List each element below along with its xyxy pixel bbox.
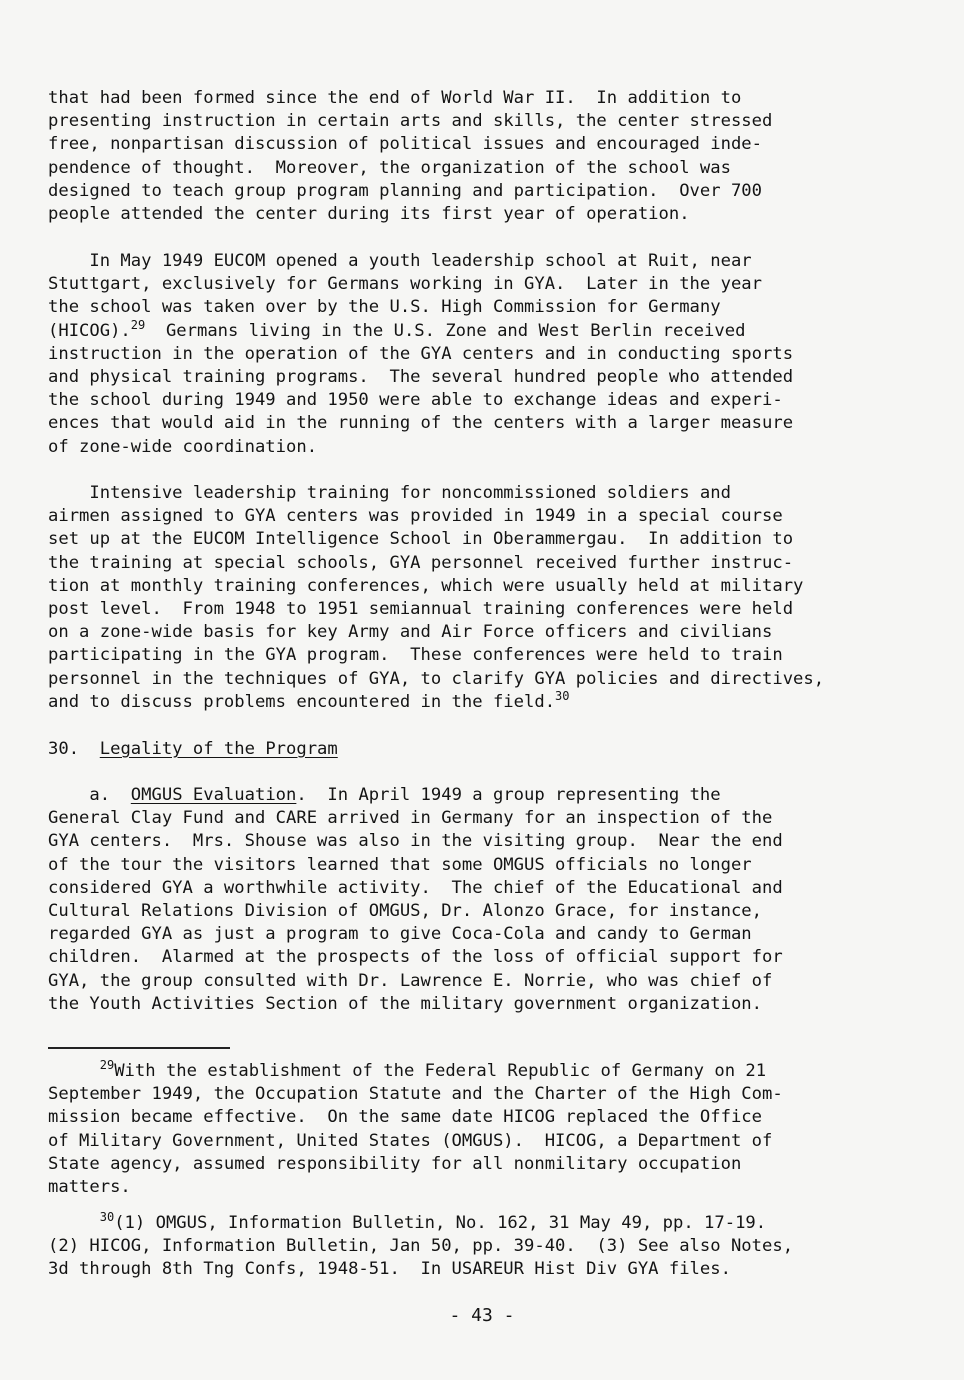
text-line: Intensive leadership training for noncommissioned soldiers and bbox=[48, 483, 731, 503]
text-line: September 1949, the Occupation Statute and the Charter of the High Com- bbox=[48, 1084, 783, 1105]
footnote-29 bbox=[48, 1060, 918, 1199]
text-segment: . In April 1949 a group representing the bbox=[296, 785, 721, 805]
text-segment: Germans living in the U.S. Zone and West Berlin received bbox=[145, 320, 746, 341]
text-line: presenting instruction in certain arts and skills, the center stressed bbox=[48, 111, 773, 132]
text-line: free, nonpartisan discussion of political issues and encouraged inde- bbox=[48, 134, 762, 155]
text-line: and physical training programs. The several hundred people who attended bbox=[48, 366, 794, 387]
text-segment: and to discuss problems encountered in the field. bbox=[48, 691, 556, 712]
text-line bbox=[48, 1060, 918, 1083]
section-title: Legality of the Program bbox=[99, 739, 338, 759]
footnote-30 bbox=[48, 1212, 918, 1282]
text-line: General Clay Fund and CARE arrived in Germany for an inspection of the bbox=[48, 808, 773, 829]
text-segment: (HICOG). bbox=[48, 320, 131, 341]
text-line: (2) HICOG, Information Bulletin, Jan 50, pp. 39-40. (3) See also Notes, bbox=[48, 1236, 794, 1257]
text-line: of zone-wide coordination. bbox=[48, 436, 318, 457]
page-number: - 43 - bbox=[449, 1305, 515, 1326]
section-number: 30. bbox=[48, 739, 100, 759]
section-heading bbox=[48, 738, 918, 761]
text-line bbox=[48, 688, 918, 714]
text-line: 3d through 8th Tng Confs, 1948-51. In USAREUR Hist Div GYA files. bbox=[48, 1259, 731, 1280]
text-line bbox=[48, 317, 918, 343]
text-line: the school during 1949 and 1950 were able to exchange ideas and experi- bbox=[48, 390, 783, 411]
text-line: designed to teach group program planning and participation. Over 700 bbox=[48, 180, 762, 201]
text-line: In May 1949 EUCOM opened a youth leadership school at Ruit, near bbox=[48, 251, 752, 271]
text-line: post level. From 1948 to 1951 semiannual training conferences were held bbox=[48, 598, 794, 619]
text-line: of Military Government, United States (OMGUS). HICOG, a Department of bbox=[48, 1130, 773, 1151]
footnote-divider bbox=[48, 1047, 230, 1049]
text-line: participating in the GYA program. These conferences were held to train bbox=[48, 645, 783, 666]
footnote-marker: 30 bbox=[99, 1210, 115, 1224]
text-line: mission became effective. On the same date HICOG replaced the Office bbox=[48, 1107, 762, 1128]
text-line bbox=[48, 1212, 918, 1235]
paragraph-1 bbox=[48, 87, 918, 226]
text-line: matters. bbox=[48, 1176, 131, 1197]
text-line: Cultural Relations Division of OMGUS, Dr. Alonzo Grace, for instance, bbox=[48, 900, 762, 921]
text-line: on a zone-wide basis for key Army and Air Force officers and civilians bbox=[48, 622, 773, 643]
text-line: the school was taken over by the U.S. High Commission for Germany bbox=[48, 297, 721, 318]
text-line: the Youth Activities Section of the military government organization. bbox=[48, 993, 762, 1014]
text-line: State agency, assumed responsibility for all nonmilitary occupation bbox=[48, 1153, 742, 1174]
text-line: ences that would aid in the running of the centers with a larger measure bbox=[48, 413, 794, 434]
subsection-label: a. bbox=[48, 785, 131, 805]
text-line: regarded GYA as just a program to give Coca-Cola and candy to German bbox=[48, 924, 752, 945]
text-line: GYA, the group consulted with Dr. Lawrence E. Norrie, who was chief of bbox=[48, 970, 773, 991]
paragraph-3 bbox=[48, 482, 918, 714]
subsection-title: OMGUS Evaluation bbox=[130, 785, 297, 805]
footnote-ref-29: 29 bbox=[130, 317, 146, 332]
text-line: tion at monthly training conferences, which were usually held at military bbox=[48, 575, 804, 596]
text-line: considered GYA a worthwhile activity. The chief of the Educational and bbox=[48, 877, 783, 898]
text-line: the training at special schools, GYA personnel received further instruc- bbox=[48, 552, 794, 573]
text-line: personnel in the techniques of GYA, to clarify GYA policies and directives, bbox=[48, 668, 825, 689]
text-line: pendence of thought. Moreover, the organization of the school was bbox=[48, 157, 731, 178]
text-line: children. Alarmed at the prospects of the loss of official support for bbox=[48, 947, 783, 968]
text-line: of the tour the visitors learned that some OMGUS officials no longer bbox=[48, 854, 752, 875]
text-segment: With the establishment of the Federal Republic of Germany on 21 bbox=[114, 1061, 767, 1081]
text-line: set up at the EUCOM Intelligence School in Oberammergau. In addition to bbox=[48, 529, 794, 550]
text-line: Stuttgart, exclusively for Germans working in GYA. Later in the year bbox=[48, 274, 762, 295]
text-line: GYA centers. Mrs. Shouse was also in the visiting group. Near the end bbox=[48, 831, 783, 852]
section-heading-line bbox=[48, 738, 918, 761]
text-line bbox=[48, 784, 918, 807]
text-segment: (1) OMGUS, Information Bulletin, No. 162, 31 May 49, pp. 17-19. bbox=[114, 1213, 767, 1233]
footnote-marker: 29 bbox=[99, 1058, 115, 1072]
footnote-ref-30: 30 bbox=[555, 688, 570, 703]
text-line: instruction in the operation of the GYA centers and in conducting sports bbox=[48, 343, 794, 364]
text-line: people attended the center during its first year of operation. bbox=[48, 203, 690, 224]
subsection-a bbox=[48, 784, 918, 1016]
paragraph-2 bbox=[48, 250, 918, 459]
text-line: airmen assigned to GYA centers was provided in 1949 in a special course bbox=[48, 506, 783, 527]
text-line: that had been formed since the end of World War II. In addition to bbox=[48, 88, 742, 108]
